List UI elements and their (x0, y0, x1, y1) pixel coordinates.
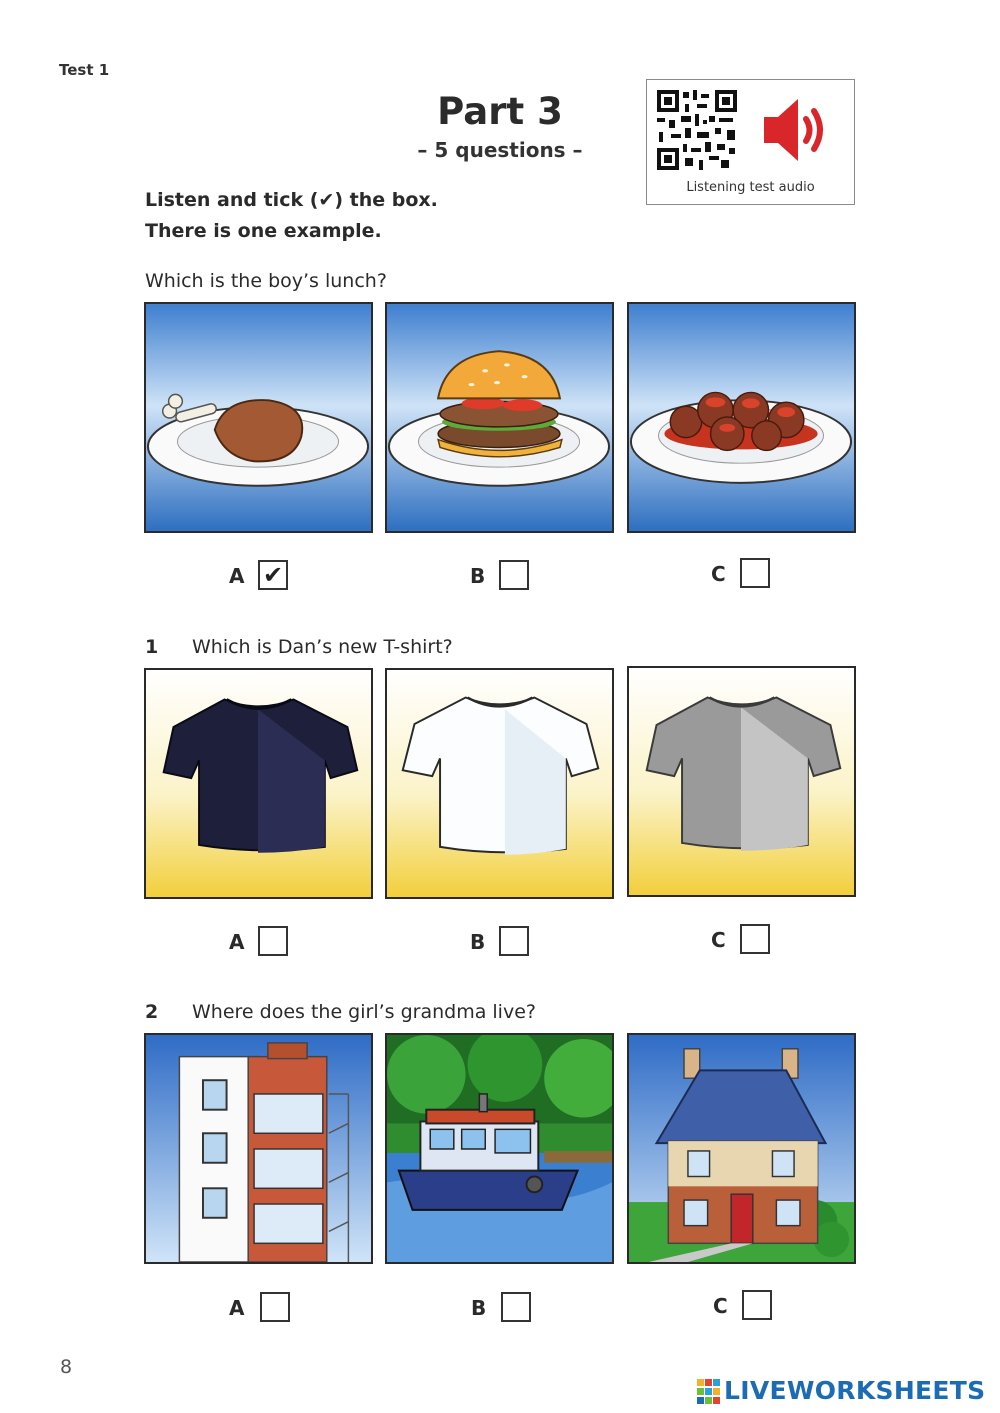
option-letter-b: B (471, 1296, 487, 1320)
picture-grey-t-shirt (627, 666, 856, 897)
option-letter-a: A (229, 930, 245, 954)
brand-text: LIVEWORKSHEETS (724, 1376, 986, 1405)
picture-chicken-leg (144, 302, 373, 533)
option-letter-c: C (711, 928, 726, 952)
audio-caption: Listening test audio (686, 180, 815, 195)
option-letter-b: B (470, 564, 486, 588)
q1-tick-box-c[interactable] (740, 924, 770, 954)
part-subtitle: – 5 questions – (417, 138, 583, 162)
picture-burger (385, 302, 614, 533)
example-tick-box-a[interactable]: ✔ (258, 560, 288, 590)
instruction-line-2: There is one example. (145, 220, 382, 242)
instruction-line-1: Listen and tick (✔) the box. (145, 189, 438, 211)
example-tick-box-c[interactable] (740, 558, 770, 588)
question-2-text: Where does the girl’s grandma live? (192, 1001, 536, 1023)
qr-code-icon[interactable] (657, 90, 737, 170)
q1-tick-box-b[interactable] (499, 926, 529, 956)
q2-tick-box-a[interactable] (260, 1292, 290, 1322)
q2-tick-box-c[interactable] (742, 1290, 772, 1320)
option-letter-a: A (229, 1296, 245, 1320)
question-1-text: Which is Dan’s new T-shirt? (192, 636, 453, 658)
question-1-number: 1 (145, 636, 159, 658)
part-title: Part 3 (437, 90, 563, 133)
option-letter-c: C (713, 1294, 728, 1318)
audio-panel[interactable] (646, 79, 855, 205)
option-letter-c: C (711, 562, 726, 586)
picture-apartment-building (144, 1033, 373, 1264)
speaker-icon[interactable] (760, 95, 832, 165)
q2-tick-box-b[interactable] (501, 1292, 531, 1322)
example-tick-box-b[interactable] (499, 560, 529, 590)
picture-meatballs (627, 302, 856, 533)
question-2-number: 2 (145, 1001, 159, 1023)
option-letter-b: B (470, 930, 486, 954)
test-label: Test 1 (59, 61, 110, 79)
liveworksheets-grid-icon (697, 1379, 721, 1405)
q1-tick-box-a[interactable] (258, 926, 288, 956)
picture-black-t-shirt (144, 668, 373, 899)
picture-houseboat (385, 1033, 614, 1264)
picture-white-t-shirt (385, 668, 614, 899)
example-question-text: Which is the boy’s lunch? (145, 270, 387, 292)
page-number: 8 (60, 1356, 73, 1378)
option-letter-a: A (229, 564, 245, 588)
picture-house (627, 1033, 856, 1264)
